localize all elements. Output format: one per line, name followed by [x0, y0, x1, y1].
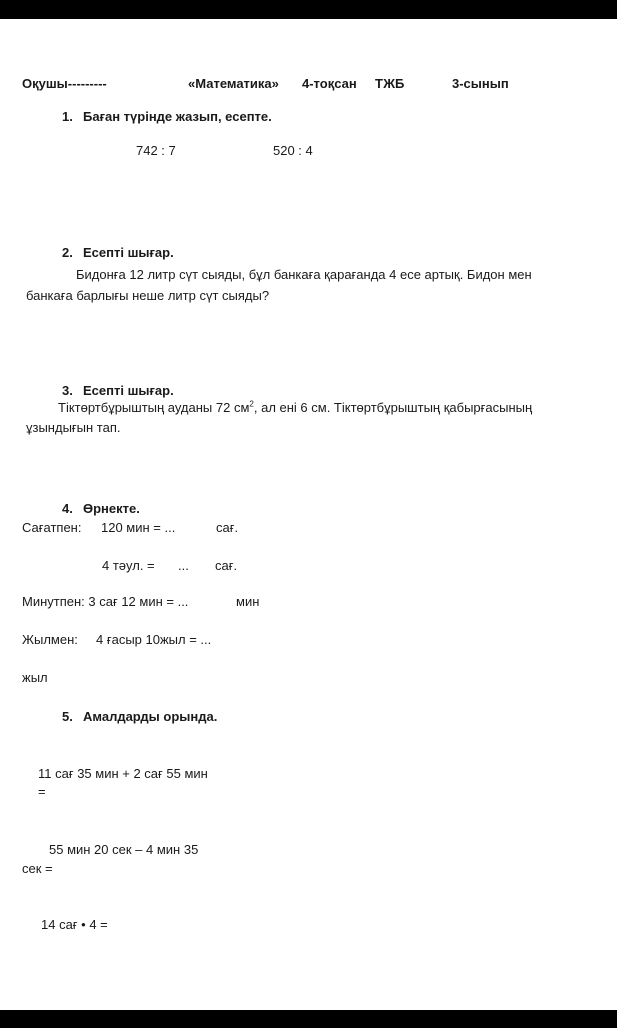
subject-title: «Математика»: [188, 76, 279, 91]
task4-row3-expression: Минутпен: 3 сағ 12 мин = ...: [22, 594, 189, 609]
task1-number: 1.: [62, 109, 73, 124]
task5-expression-1-line-1: 11 сағ 35 мин + 2 сағ 55 мин: [38, 766, 208, 781]
task2-title: Есепті шығар.: [83, 245, 174, 260]
task1-expression-2: 520 : 4: [273, 143, 313, 158]
grade-label: 3-сынып: [452, 76, 509, 91]
task4-row2-dots: ...: [178, 558, 189, 573]
task5-expression-2-line-2: сек =: [22, 861, 53, 876]
task5-expression-2-line-1: 55 мин 20 сек – 4 мин 35: [49, 842, 199, 857]
quarter-label: 4-тоқсан: [302, 76, 357, 91]
task5-number: 5.: [62, 709, 73, 724]
task4-title: Өрнекте.: [83, 501, 140, 516]
task3-text-line-1a: Тіктөртбұрыштың ауданы 72 см: [58, 400, 250, 415]
student-field: Оқушы---------: [22, 76, 107, 91]
task2-text-line-2: банкаға барлығы неше литр сүт сыяды?: [26, 288, 270, 303]
task2-number: 2.: [62, 245, 73, 260]
task4-row4-expression: 4 ғасыр 10жыл = ...: [96, 632, 212, 647]
bottom-black-bar: [0, 1010, 617, 1028]
task4-row3-unit: мин: [236, 594, 260, 609]
task4-row4-label: Жылмен:: [22, 632, 78, 647]
assessment-label: ТЖБ: [375, 76, 405, 91]
task1-expression-1: 742 : 7: [136, 143, 176, 158]
task1-title: Баған түрінде жазып, есепте.: [83, 109, 272, 124]
task3-text-line-2: ұзындығын тап.: [26, 420, 121, 435]
task4-row2-unit: сағ.: [215, 558, 238, 573]
task5-title: Амалдарды орында.: [83, 709, 218, 724]
task3-number: 3.: [62, 383, 73, 398]
task4-row1-expression: 120 мин = ...: [101, 520, 176, 535]
task3-text-line-1: [58, 400, 532, 416]
task5-expression-1-line-2: =: [38, 784, 46, 799]
top-black-bar: [0, 0, 617, 19]
task3-title: Есепті шығар.: [83, 383, 174, 398]
task3-text-line-1b: , ал ені 6 см. Тіктөртбұрыштың қабырғасының: [253, 400, 533, 415]
squared-superscript: 2: [249, 399, 254, 409]
task4-row4-unit: жыл: [22, 670, 48, 685]
task4-row1-label: Сағатпен:: [22, 520, 82, 535]
task4-number: 4.: [62, 501, 73, 516]
task4-row2-expression: 4 тәул. =: [102, 558, 155, 573]
task4-row1-unit: сағ.: [216, 520, 239, 535]
task2-text-line-1: Бидонға 12 литр сүт сыяды, бұл банкаға қарағанда 4 есе артық. Бидон мен: [76, 267, 532, 282]
task5-expression-3: 14 сағ • 4 =: [41, 917, 108, 932]
